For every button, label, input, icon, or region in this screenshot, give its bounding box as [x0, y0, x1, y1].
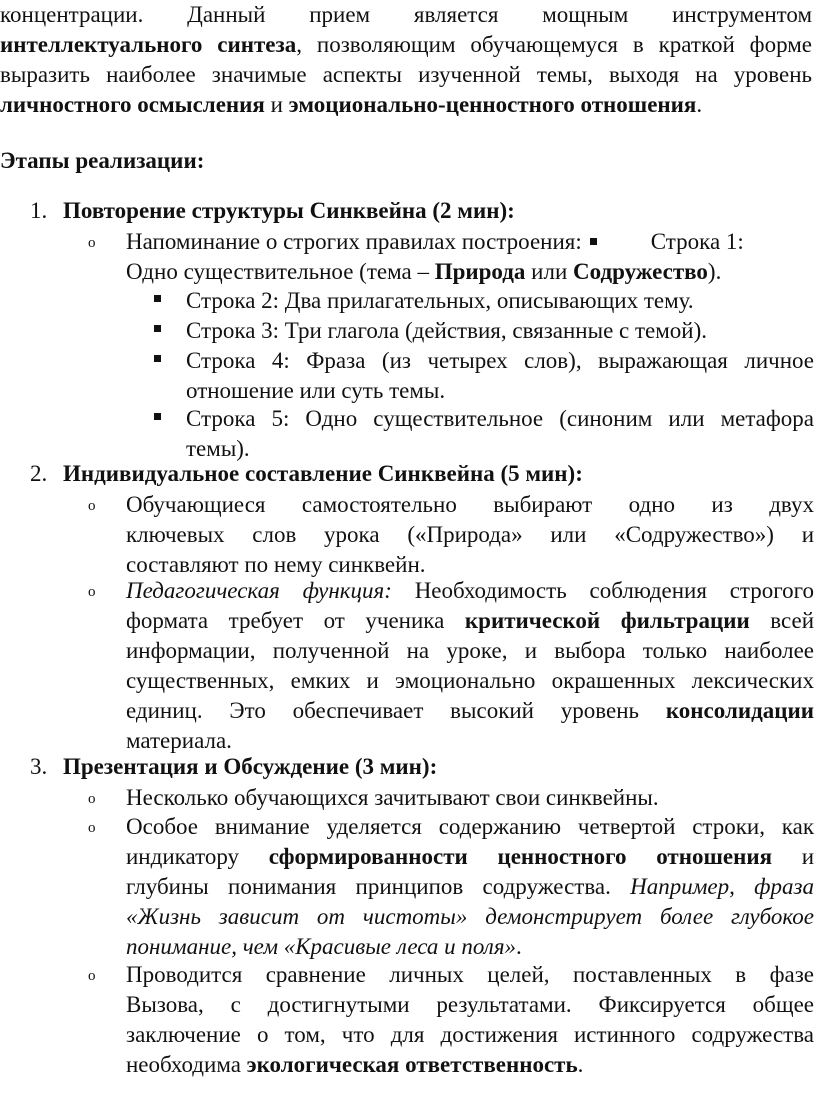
list-item-line: Строка 5: Одно существительное (синоним или метафора: [186, 406, 814, 431]
step-number: 2.: [30, 461, 48, 486]
open-bullet-icon: o: [88, 791, 96, 807]
list-item-line: понимание, чем «Красивые леса и поля».: [126, 934, 522, 959]
step-number: 3.: [30, 754, 48, 779]
list-item-line: единиц. Это обеспечивает высокий уровень консолидации: [126, 698, 814, 723]
step-number: 1.: [30, 198, 48, 223]
list-item: [154, 316, 814, 346]
list-item: [88, 227, 814, 287]
open-bullet-icon: o: [88, 235, 96, 251]
open-bullet-icon: o: [88, 498, 96, 514]
list-item: [88, 960, 814, 1080]
list-item-line: заключение о том, что для достижения истинного содружества: [126, 1022, 814, 1047]
list-item: [154, 346, 814, 406]
list-item-line: Строка 4: Фраза (из четырех слов), выражающая личное: [186, 348, 814, 373]
list-item-line: индикатору сформированности ценностного отношения и: [126, 844, 815, 869]
list-item-line: Несколько обучающихся зачитывают свои синквейны.: [126, 785, 659, 810]
list-item: [88, 783, 814, 813]
list-item: [154, 286, 814, 316]
list-item-line: Вызова, с достигнутыми результатами. Фиксируется общее: [126, 992, 814, 1017]
list-item-line: ключевых слов урока («Природа» или «Содружество») и: [126, 522, 814, 547]
list-item-line: Особое внимание уделяется содержанию четвертой строки, как: [126, 814, 814, 839]
list-item-line: Строка 2: Два прилагательных, описывающих тему.: [186, 288, 694, 313]
square-bullet-icon: [154, 413, 161, 420]
square-bullet-icon: [154, 295, 161, 302]
list-item-line: существенных, емких и эмоционально окрашенных лексических: [126, 668, 814, 693]
square-bullet-icon: [154, 325, 161, 332]
list-item-line: необходима экологическая ответственность.: [126, 1052, 584, 1077]
list-item-line: материала.: [126, 728, 232, 753]
intro-paragraph: [0, 0, 812, 120]
list-item-line: отношение или суть темы.: [186, 378, 446, 403]
stages-heading: Этапы реализации:: [0, 148, 205, 173]
list-item: [88, 812, 815, 962]
list-item-line: Проводится сравнение личных целей, поставленных в фазе: [126, 962, 814, 987]
list-item-line: составляют по нему синквейн.: [126, 552, 426, 577]
square-bullet-icon: [590, 238, 597, 245]
intro-line-3: выразить наиболее значимые аспекты изученной темы, выходя на уровень: [0, 62, 812, 87]
list-item-line: Педагогическая функция: Необходимость соблюдения строгого: [126, 578, 814, 603]
list-item-line: Обучающиеся самостоятельно выбирают одно из двух: [126, 492, 814, 517]
open-bullet-icon: o: [88, 820, 96, 836]
step-title: Индивидуальное составление Синквейна (5 мин):: [63, 461, 583, 486]
list-item: [154, 404, 814, 464]
step-title: Повторение структуры Синквейна (2 мин):: [63, 198, 515, 223]
list-item-line: темы).: [186, 436, 250, 461]
step-title: Презентация и Обсуждение (3 мин):: [63, 754, 438, 779]
list-item: [88, 576, 815, 756]
intro-line-1: концентрации. Данный прием является мощным инструментом: [0, 2, 813, 27]
list-item-line: формата требует от ученика критической фильтрации всей: [126, 608, 815, 633]
intro-line-4: личностного осмысления и эмоционально-ценностного отношения.: [0, 92, 703, 117]
list-item-line: Одно существительное (тема – Природа или Содружество).: [126, 259, 722, 284]
list-item-line: «Жизнь зависит от чистоты» демонстрирует более глубокое: [126, 904, 814, 929]
list-item-line: информации, полученной на уроке, и выбора только наиболее: [126, 638, 814, 663]
list-item: [88, 490, 814, 580]
open-bullet-icon: o: [88, 584, 96, 600]
list-item-line: глубины понимания принципов содружества. Например, фраза: [126, 874, 814, 899]
list-item-line: Напоминание о строгих правилах построения: Строка 1:: [126, 229, 744, 254]
open-bullet-icon: o: [88, 968, 96, 984]
intro-line-2: интеллектуального синтеза, позволяющим обучающемуся в краткой форме: [0, 32, 812, 57]
list-item-line: Строка 3: Три глагола (действия, связанные с темой).: [186, 318, 708, 343]
square-bullet-icon: [154, 355, 161, 362]
